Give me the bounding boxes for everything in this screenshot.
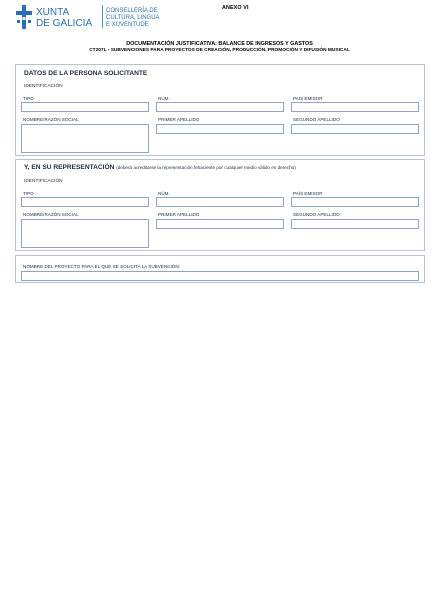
representative-num-field[interactable] [156, 197, 284, 207]
representative-nombre-label: NOMBRE/RAZÓN SOCIAL [23, 212, 79, 217]
xunta-logo [16, 4, 166, 30]
galicia-cross-icon [16, 5, 32, 29]
representative-note: (deberá acreditarse la representación fehaciente por cualquier medio válido en derecho) [116, 165, 296, 170]
applicant-section [15, 64, 425, 156]
annex-label: ANEXO VI [222, 5, 249, 11]
applicant-apellido1-label: PRIMER APELLIDO [158, 117, 200, 122]
dept-line3: E XUVENTUDE [106, 22, 149, 28]
applicant-apellido2-field[interactable] [291, 124, 419, 134]
logo-line2: DE GALICIA [36, 18, 93, 29]
representative-section [15, 159, 425, 251]
representative-nombre-field[interactable] [21, 219, 149, 248]
applicant-apellido1-field[interactable] [156, 124, 284, 134]
representative-apellido1-field[interactable] [156, 219, 284, 229]
applicant-tipo-field[interactable] [21, 102, 149, 112]
applicant-num-label: NÚM. [158, 96, 170, 101]
document-subtitle: CT207L - SUBVENCIONES PARA PROYECTOS DE CREACIÓN, PRODUCCIÓN, PROMOCIÓN Y DIFUSIÓN MUSICAL [89, 48, 350, 53]
applicant-nombre-field[interactable] [21, 124, 149, 153]
logo-line1: XUNTA [36, 7, 70, 18]
applicant-nombre-label: NOMBRE/RAZÓN SOCIAL [23, 117, 79, 122]
representative-apellido2-label: SEGUNDO APELLIDO [293, 212, 340, 217]
applicant-pais-label: PAÍS EMISOR [293, 96, 323, 101]
representative-apellido1-label: PRIMER APELLIDO [158, 212, 200, 217]
applicant-title: DATOS DE LA PERSONA SOLICITANTE [24, 70, 148, 77]
applicant-num-field[interactable] [156, 102, 284, 112]
representative-pais-field[interactable] [291, 197, 419, 207]
applicant-identification-label: IDENTIFICACIÓN [24, 84, 63, 89]
representative-tipo-field[interactable] [21, 197, 149, 207]
representative-num-label: NÚM. [158, 191, 170, 196]
project-name-label: NOMBRE DEL PROYECTO PARA EL QUE SE SOLICITA LA SUBVENCIÓN: [23, 264, 180, 269]
applicant-tipo-label: TIPO [23, 96, 34, 101]
representative-title: Y, EN SU REPRESENTACIÓN [24, 164, 115, 171]
dept-line2: CULTURA, LINGUA [106, 15, 160, 21]
applicant-pais-field[interactable] [291, 102, 419, 112]
dept-line1: CONSELLERÍA DE [106, 8, 158, 14]
representative-title-row [24, 164, 296, 171]
representative-identification-label: IDENTIFICACIÓN [24, 179, 63, 184]
representative-apellido2-field[interactable] [291, 219, 419, 229]
document-title: DOCUMENTACIÓN JUSTIFICATIVA: BALANCE DE INGRESOS Y GASTOS [126, 41, 313, 47]
applicant-apellido2-label: SEGUNDO APELLIDO [293, 117, 340, 122]
project-name-field[interactable] [21, 271, 419, 281]
representative-pais-label: PAÍS EMISOR [293, 191, 323, 196]
project-section [15, 255, 425, 283]
representative-tipo-label: TIPO [23, 191, 34, 196]
